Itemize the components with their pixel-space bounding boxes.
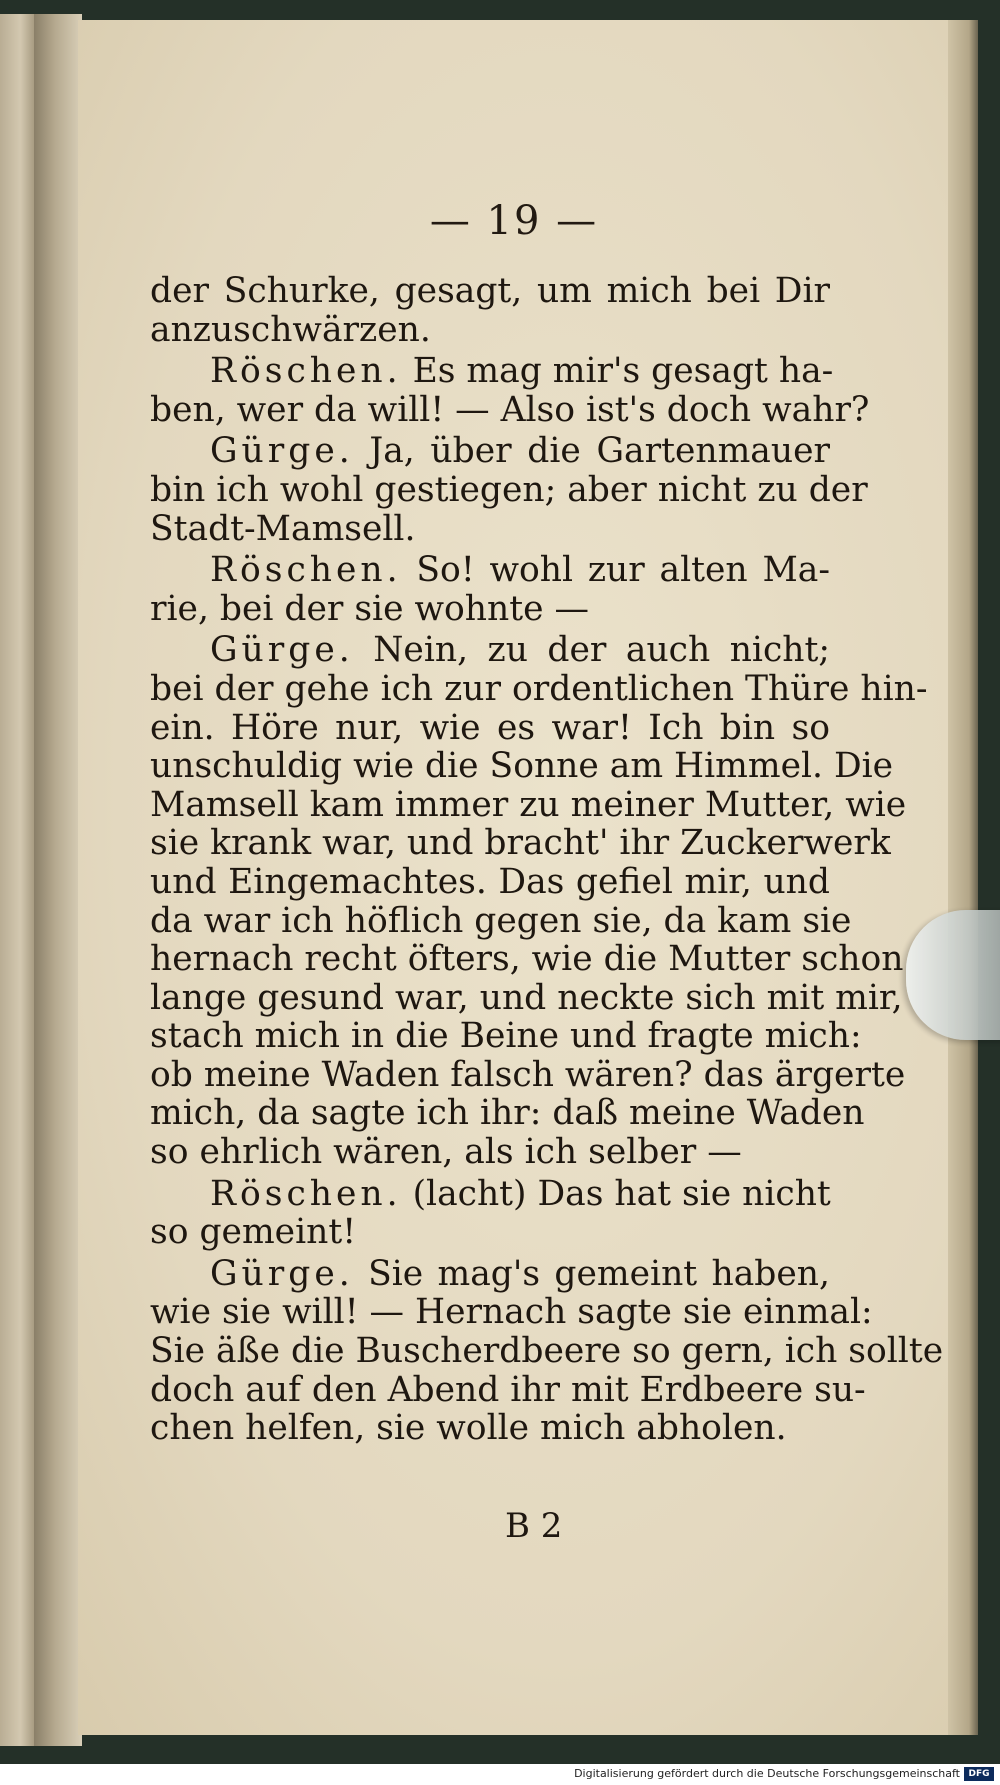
speaker-name: Röschen. <box>210 1173 402 1214</box>
text-line <box>150 1133 830 1172</box>
text-line <box>150 1369 866 1410</box>
line-text: sie krank war, und bracht' ihr Zuckerwerk <box>150 823 891 864</box>
body-text <box>150 271 944 1451</box>
line-text: (lacht) Das hat sie nicht <box>412 1173 831 1214</box>
line-text: anzuschwärzen. <box>150 309 431 350</box>
line-text: Ja, über die Gartenmauer <box>369 431 831 472</box>
paragraph <box>150 272 830 349</box>
text-line <box>150 746 894 787</box>
dfg-logo: DFG <box>964 1767 994 1781</box>
line-text: der Schurke, gesagt, um mich bei Dir <box>150 271 830 311</box>
paragraph <box>150 1253 944 1449</box>
speaker-name: Gürge. <box>210 1253 354 1294</box>
text-line <box>150 939 904 980</box>
line-text: Nein, zu der auch nicht; <box>373 630 830 671</box>
footer-credit: Digitalisierung gefördert durch die Deutsche Forschungsgemeinschaft <box>574 1767 960 1780</box>
text-line <box>150 1255 830 1294</box>
paragraph <box>150 351 870 430</box>
line-text: so ehrlich wären, als ich selber — <box>150 1132 742 1173</box>
text-line <box>150 510 830 549</box>
text-line <box>150 1292 873 1333</box>
line-text: wie sie will! — Hernach sagte sie einmal: <box>150 1292 873 1333</box>
line-text: lange gesund war, und neckte sich mit mir, <box>150 977 903 1018</box>
text-line <box>150 469 868 510</box>
line-text: unschuldig wie die Sonne am Himmel. Die <box>150 746 894 787</box>
paragraph <box>150 1175 830 1252</box>
line-text: ein. Höre nur, wie es war! Ich bin so <box>150 707 830 748</box>
text-line <box>150 551 830 590</box>
page-header: — 19 — <box>429 198 599 244</box>
line-text: ob meine Waden falsch wären? das ärgerte <box>150 1054 906 1095</box>
line-text: Es mag mir's gesagt ha- <box>412 351 834 392</box>
line-text: mich, da sagte ich ihr: daß meine Waden <box>150 1093 865 1134</box>
text-line <box>150 432 830 471</box>
line-text: bei der gehe ich zur ordentlichen Thüre hin- <box>150 668 928 709</box>
speaker-name: Gürge. <box>210 630 354 671</box>
speaker-name: Röschen. <box>210 550 402 591</box>
line-text: so gemeint! <box>150 1212 357 1253</box>
signature-mark: B 2 <box>505 1506 563 1546</box>
text-line <box>150 823 891 864</box>
line-text: Sie äße die Buscherdbeere so gern, ich sollte <box>150 1331 944 1372</box>
text-line <box>150 1054 906 1095</box>
page-right-edge <box>948 20 978 1735</box>
text-line <box>150 1175 830 1214</box>
line-text: stach mich in die Beine und fragte mich: <box>150 1016 862 1057</box>
line-text: hernach recht öfters, wie die Mutter schon <box>150 939 904 980</box>
text-line <box>150 311 830 350</box>
text-line <box>150 351 834 392</box>
text-line <box>150 863 830 902</box>
text-line <box>150 668 928 709</box>
speaker-name: Gürge. <box>210 431 354 472</box>
left-page-edge <box>0 14 34 1746</box>
text-line <box>150 977 903 1018</box>
line-text: chen helfen, sie wolle mich abholen. <box>150 1408 787 1449</box>
text-line <box>150 590 830 629</box>
text-line <box>150 784 907 825</box>
line-text: da war ich höflich gegen sie, da kam sie <box>150 900 852 941</box>
text-line <box>150 709 830 748</box>
paragraph <box>150 551 830 628</box>
text-line <box>150 1016 862 1057</box>
line-text: Mamsell kam immer zu meiner Mutter, wie <box>150 784 907 825</box>
text-line <box>150 631 830 670</box>
speaker-name: Röschen. <box>210 351 402 392</box>
line-text: Sie mag's gemeint haben, <box>368 1253 830 1294</box>
paragraph <box>150 431 868 549</box>
text-line <box>150 389 870 430</box>
book-gutter <box>34 14 82 1746</box>
line-text: und Eingemachtes. Das gefiel mir, und <box>150 861 830 902</box>
digitization-footer <box>0 1764 1000 1785</box>
text-line <box>150 1409 830 1448</box>
line-text: doch auf den Abend ihr mit Erdbeere su- <box>150 1369 866 1410</box>
paragraph <box>150 630 928 1173</box>
text-line <box>150 1331 944 1372</box>
text-line <box>150 1093 865 1134</box>
line-text: rie, bei der sie wohnte — <box>150 588 589 629</box>
line-text: Stadt-Mamsell. <box>150 508 416 549</box>
text-line <box>150 900 852 941</box>
text-line <box>150 272 830 311</box>
line-text: So! wohl zur alten Ma- <box>416 550 831 591</box>
text-line <box>150 1213 830 1252</box>
line-text: ben, wer da will! — Also ist's doch wahr? <box>150 389 870 430</box>
line-text: bin ich wohl gestiegen; aber nicht zu der <box>150 469 868 510</box>
